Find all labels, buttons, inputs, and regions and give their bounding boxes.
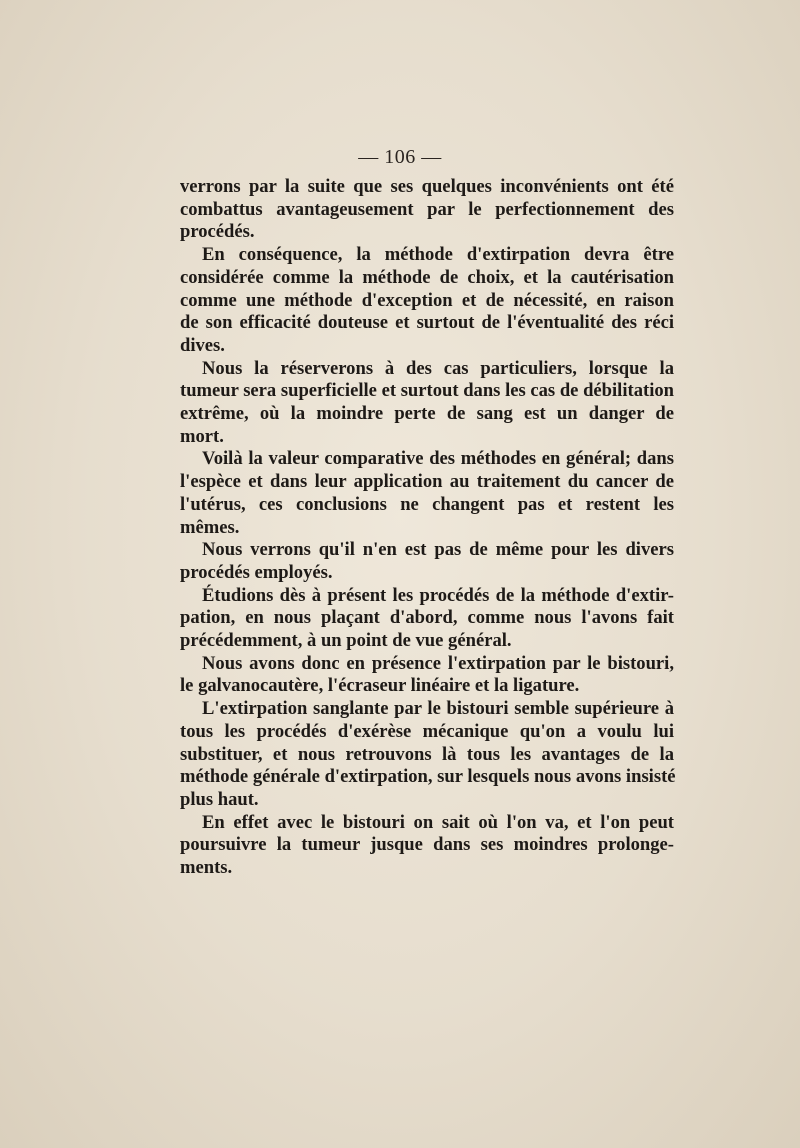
text-line: substituer, et nous retrouvons là tous les avantages de la xyxy=(180,743,674,765)
text-line: précédemment, à un point de vue général. xyxy=(180,630,512,652)
text-line: plus haut. xyxy=(180,788,259,810)
text-line: procédés. xyxy=(180,221,255,243)
text-line: poursuivre la tumeur jusque dans ses moindres prolonge- xyxy=(180,834,674,856)
text-line: tous les procédés d'exérèse mécanique qu'on a voulu lui xyxy=(180,720,674,742)
text-line: mêmes. xyxy=(180,516,240,538)
text-line: comme une méthode d'exception et de nécessité, en raison xyxy=(180,289,674,311)
paragraph xyxy=(180,358,674,449)
text-line: considérée comme la méthode de choix, et la cautérisation xyxy=(180,266,674,288)
text-line: l'utérus, ces conclusions ne changent pas et restent les xyxy=(180,493,674,515)
text-line: de son efficacité douteuse et surtout de l'éventualité des réci xyxy=(180,312,674,334)
text-line: Nous verrons qu'il n'en est pas de même pour les divers xyxy=(202,539,674,561)
text-line: extrême, où la moindre perte de sang est un danger de xyxy=(180,403,674,425)
paragraph xyxy=(180,244,674,358)
text-line: Nous avons donc en présence l'extirpation par le bistouri, xyxy=(202,652,674,674)
text-line: Voilà la valeur comparative des méthodes en général; dans xyxy=(202,448,674,470)
text-line: En conséquence, la méthode d'extirpation devra être xyxy=(202,244,674,266)
body-text xyxy=(180,176,674,880)
paragraph xyxy=(180,448,674,539)
text-line: pation, en nous plaçant d'abord, comme nous l'avons fait xyxy=(180,607,674,629)
text-line: Étudions dès à présent les procédés de la méthode d'extir- xyxy=(202,584,674,606)
text-line: tumeur sera superficielle et surtout dans les cas de débilitation xyxy=(180,380,674,402)
text-line: Nous la réserverons à des cas particuliers, lorsque la xyxy=(202,357,674,379)
text-line: l'espèce et dans leur application au traitement du cancer de xyxy=(180,471,674,493)
text-line: combattus avantageusement par le perfectionnement des xyxy=(180,198,674,220)
text-line: mort. xyxy=(180,425,224,447)
paragraph xyxy=(180,539,674,584)
text-line: méthode générale d'extirpation, sur lesquels nous avons insisté xyxy=(180,766,676,788)
text-line: ments. xyxy=(180,857,233,879)
paragraph xyxy=(180,698,674,812)
paragraph xyxy=(180,812,674,880)
paragraph xyxy=(180,176,674,244)
paragraph xyxy=(180,653,674,698)
text-line: le galvanocautère, l'écraseur linéaire et la ligature. xyxy=(180,675,580,697)
text-line: verrons par la suite que ses quelques inconvénients ont été xyxy=(180,176,674,197)
text-line: En effet avec le bistouri on sait où l'on va, et l'on peut xyxy=(202,811,674,833)
text-line: L'extirpation sanglante par le bistouri semble supérieure à xyxy=(202,698,674,720)
text-line: procédés employés. xyxy=(180,561,333,583)
text-line: dives. xyxy=(180,334,225,356)
paragraph xyxy=(180,585,674,653)
page-number: — 106 — xyxy=(358,146,442,168)
